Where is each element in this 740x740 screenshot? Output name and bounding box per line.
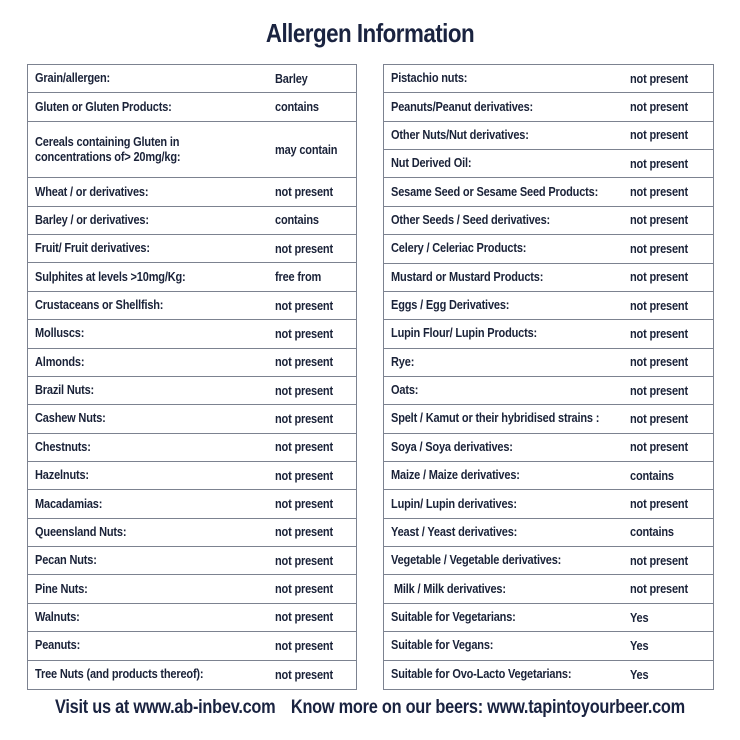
allergen-label: Celery / Celeriac Products: bbox=[391, 241, 527, 256]
table-row bbox=[384, 320, 713, 348]
allergen-value: not present bbox=[630, 241, 688, 256]
table-row bbox=[384, 349, 713, 377]
allergen-label: Vegetable / Vegetable derivatives: bbox=[391, 553, 562, 568]
allergen-value: not present bbox=[630, 497, 688, 512]
allergen-value: free from bbox=[275, 270, 322, 285]
allergen-label: Chestnuts: bbox=[35, 439, 91, 454]
allergen-label: Grain/allergen: bbox=[35, 71, 111, 86]
allergen-value: not present bbox=[630, 128, 688, 143]
allergen-value: contains bbox=[275, 100, 319, 115]
allergen-value: not present bbox=[630, 553, 688, 568]
allergen-label: Barley / or derivatives: bbox=[35, 212, 149, 227]
allergen-value: not present bbox=[275, 468, 333, 483]
table-row bbox=[384, 632, 713, 660]
allergen-value: not present bbox=[275, 610, 333, 625]
allergen-value: not present bbox=[630, 355, 688, 370]
allergen-value: not present bbox=[275, 638, 333, 653]
table-row bbox=[28, 575, 356, 603]
allergen-label: Maize / Maize derivatives: bbox=[391, 468, 520, 483]
allergen-value: not present bbox=[275, 553, 333, 568]
table-row bbox=[384, 462, 713, 490]
table-row bbox=[384, 93, 713, 121]
allergen-value: contains bbox=[275, 213, 319, 228]
allergen-value: not present bbox=[630, 270, 688, 285]
table-row bbox=[384, 178, 713, 206]
allergen-label: Spelt / Kamut or their hybridised strains : bbox=[391, 411, 600, 426]
table-row bbox=[384, 490, 713, 518]
table-row bbox=[28, 178, 356, 206]
table-row bbox=[28, 320, 356, 348]
page-title: Allergen Information bbox=[265, 18, 475, 48]
allergen-label: Suitable for Ovo-Lacto Vegetarians: bbox=[391, 667, 572, 682]
table-row bbox=[384, 519, 713, 547]
allergen-value: not present bbox=[630, 440, 688, 455]
allergen-label: Soya / Soya derivatives: bbox=[391, 439, 513, 454]
allergen-value: not present bbox=[275, 185, 333, 200]
allergen-value: not present bbox=[275, 241, 333, 256]
allergen-label: Almonds: bbox=[35, 354, 85, 369]
allergen-value: not present bbox=[275, 440, 333, 455]
allergen-value: may contain bbox=[275, 142, 338, 157]
allergen-value: Yes bbox=[630, 667, 649, 682]
allergen-label: Lupin/ Lupin derivatives: bbox=[391, 496, 517, 511]
table-row bbox=[28, 377, 356, 405]
allergen-value: not present bbox=[275, 411, 333, 426]
visit-website-text: Visit us at www.ab-inbev.com bbox=[55, 697, 276, 718]
allergen-label: Suitable for Vegans: bbox=[391, 638, 494, 653]
allergen-label: Wheat / or derivatives: bbox=[35, 184, 149, 199]
allergen-label: Gluten or Gluten Products: bbox=[35, 99, 172, 114]
allergen-label: Nut Derived Oil: bbox=[391, 156, 472, 171]
allergen-value: not present bbox=[275, 383, 333, 398]
allergen-value: not present bbox=[275, 497, 333, 512]
allergen-label: Peanuts: bbox=[35, 638, 81, 653]
table-row bbox=[28, 490, 356, 518]
table-row bbox=[28, 632, 356, 660]
table-row bbox=[384, 661, 713, 689]
allergen-label: Tree Nuts (and products thereof): bbox=[35, 667, 204, 682]
allergen-table-right bbox=[383, 64, 714, 690]
table-row bbox=[28, 122, 356, 179]
footer bbox=[52, 697, 688, 719]
allergen-value: Yes bbox=[630, 638, 649, 653]
allergen-value: Barley bbox=[275, 71, 308, 86]
allergen-label: Suitable for Vegetarians: bbox=[391, 610, 516, 624]
table-row bbox=[384, 235, 713, 263]
allergen-label: Yeast / Yeast derivatives: bbox=[391, 524, 518, 539]
table-row bbox=[28, 661, 356, 689]
allergen-label: Peanuts/Peanut derivatives: bbox=[391, 99, 534, 114]
table-row bbox=[28, 349, 356, 377]
allergen-label: Queensland Nuts: bbox=[35, 524, 127, 539]
table-row bbox=[384, 65, 713, 93]
table-row bbox=[384, 292, 713, 320]
allergen-label: Milk / Milk derivatives: bbox=[391, 581, 506, 596]
allergen-label bbox=[28, 135, 246, 165]
table-row bbox=[28, 547, 356, 575]
table-row bbox=[384, 547, 713, 575]
allergen-label: Brazil Nuts: bbox=[35, 383, 95, 398]
table-row bbox=[384, 405, 713, 433]
table-row bbox=[28, 604, 356, 632]
table-row bbox=[384, 264, 713, 292]
allergen-value: not present bbox=[275, 525, 333, 540]
table-row bbox=[384, 377, 713, 405]
table-row bbox=[384, 575, 713, 603]
table-row bbox=[28, 434, 356, 462]
table-row bbox=[28, 405, 356, 433]
allergen-label: Molluscs: bbox=[35, 326, 85, 341]
allergen-label: Other Nuts/Nut derivatives: bbox=[391, 127, 529, 142]
allergen-value: not present bbox=[630, 411, 688, 426]
allergen-label: Eggs / Egg Derivatives: bbox=[391, 298, 510, 313]
table-row bbox=[384, 207, 713, 235]
table-row bbox=[28, 263, 356, 291]
allergen-label: Hazelnuts: bbox=[35, 468, 89, 483]
allergen-label: Sesame Seed or Sesame Seed Products: bbox=[391, 184, 599, 199]
allergen-label: Pine Nuts: bbox=[35, 581, 88, 596]
allergen-label: Mustard or Mustard Products: bbox=[391, 269, 544, 284]
allergen-label-line2: concentrations of> 20mg/kg: bbox=[35, 149, 181, 164]
allergen-label: Walnuts: bbox=[35, 609, 80, 624]
allergen-value: contains bbox=[630, 468, 674, 483]
allergen-table-left bbox=[27, 64, 357, 690]
allergen-label: Cashew Nuts: bbox=[35, 411, 106, 426]
allergen-label: Sulphites at levels >10mg/Kg: bbox=[35, 269, 186, 284]
allergen-value: Yes bbox=[630, 610, 649, 625]
allergen-value: not present bbox=[275, 582, 333, 597]
allergen-value: not present bbox=[630, 156, 688, 171]
allergen-value: not present bbox=[275, 326, 333, 341]
allergen-value: not present bbox=[630, 298, 688, 313]
table-row bbox=[28, 292, 356, 320]
table-row bbox=[28, 93, 356, 121]
allergen-label: Crustaceans or Shellfish: bbox=[35, 298, 164, 313]
allergen-value: not present bbox=[630, 213, 688, 228]
allergen-label: Fruit/ Fruit derivatives: bbox=[35, 241, 150, 256]
table-row bbox=[28, 207, 356, 235]
allergen-value: not present bbox=[630, 100, 688, 115]
allergen-value: not present bbox=[275, 298, 333, 313]
table-row bbox=[384, 434, 713, 462]
allergen-value: not present bbox=[275, 355, 333, 370]
table-row bbox=[384, 122, 713, 150]
allergen-label-line1: Cereals containing Gluten in bbox=[35, 134, 180, 149]
allergen-value: not present bbox=[630, 185, 688, 200]
allergen-label: Lupin Flour/ Lupin Products: bbox=[391, 326, 538, 341]
allergen-value: not present bbox=[630, 383, 688, 398]
table-row bbox=[384, 604, 713, 632]
table-row bbox=[28, 235, 356, 263]
allergen-label: Rye: bbox=[391, 354, 415, 369]
allergen-label: Macadamias: bbox=[35, 496, 103, 511]
allergen-label: Pistachio nuts: bbox=[391, 71, 468, 86]
table-row bbox=[384, 150, 713, 178]
allergen-label: Pecan Nuts: bbox=[35, 553, 97, 568]
know-more-text: Know more on our beers: www.tapintoyourbeer.com bbox=[290, 697, 685, 718]
allergen-value: not present bbox=[630, 326, 688, 341]
table-row bbox=[28, 519, 356, 547]
allergen-value: contains bbox=[630, 525, 674, 540]
allergen-value: not present bbox=[275, 667, 333, 682]
table-row bbox=[28, 65, 356, 93]
allergen-label: Oats: bbox=[391, 383, 419, 398]
table-row bbox=[28, 462, 356, 490]
allergen-value: not present bbox=[630, 71, 688, 86]
allergen-value: not present bbox=[630, 582, 688, 597]
allergen-label: Other Seeds / Seed derivatives: bbox=[391, 212, 551, 227]
